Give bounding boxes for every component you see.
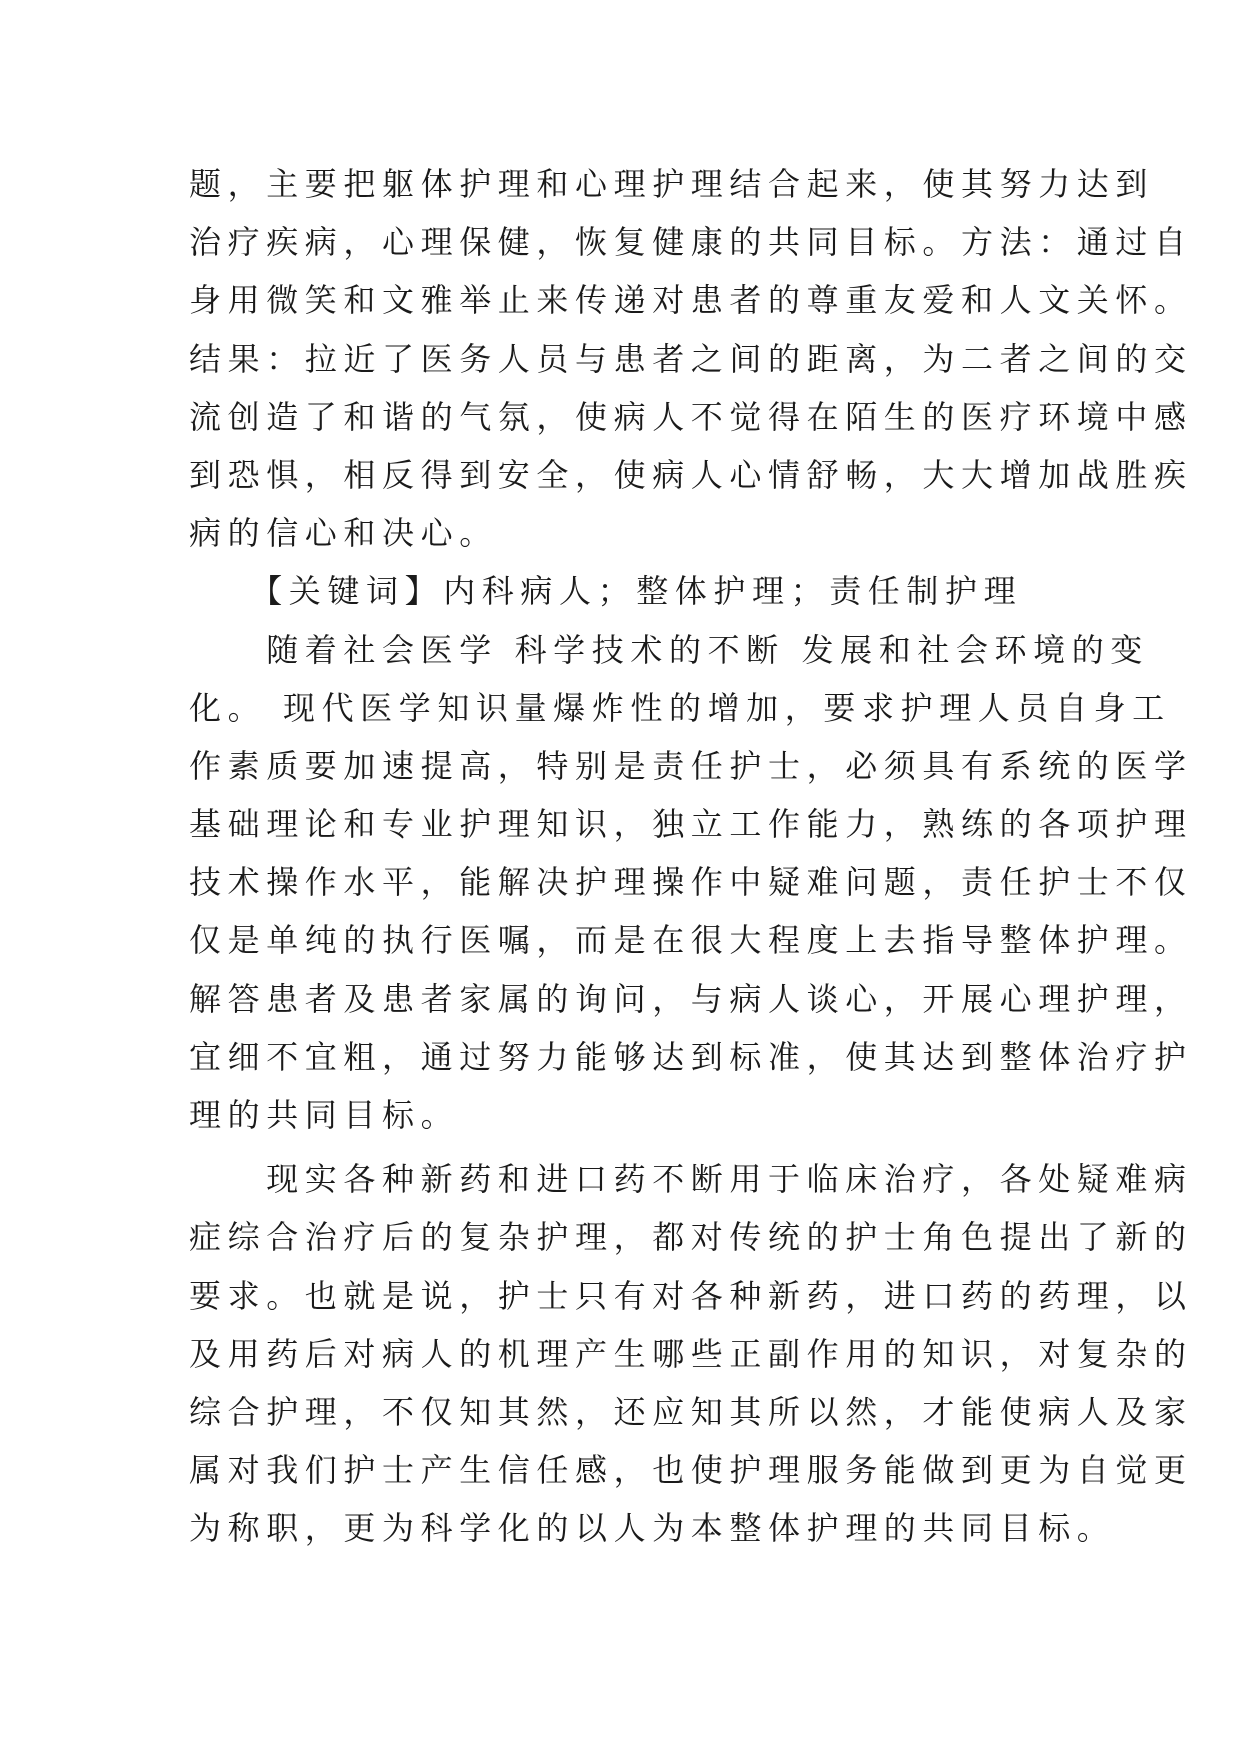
text-line: 属对我们护士产生信任感，也使护理服务能做到更为自觉更 xyxy=(189,1451,1193,1490)
text-line: 病的信心和决心。 xyxy=(189,514,498,553)
text-line: 要求。也就是说，护士只有对各种新药，进口药的药理，以 xyxy=(189,1276,1193,1315)
body-paragraph-1 xyxy=(189,621,1193,1145)
text-line: 为称职，更为科学化的以人为本整体护理的共同目标。 xyxy=(189,1509,1116,1548)
text-line: 到恐惧，相反得到安全，使病人心情舒畅，大大增加战胜疾 xyxy=(189,455,1193,494)
text-line: 仅是单纯的执行医嘱，而是在很大程度上去指导整体护理。 xyxy=(189,921,1193,960)
text-line: 症综合治疗后的复杂护理，都对传统的护士角色提出了新的 xyxy=(189,1218,1193,1257)
text-line: 及用药后对病人的机理产生哪些正副作用的知识，对复杂的 xyxy=(189,1334,1193,1373)
text-line: 解答患者及患者家属的询问，与病人谈心，开展心理护理， xyxy=(189,979,1193,1018)
text-line: 身用微笑和文雅举止来传递对患者的尊重友爱和人文关怀。 xyxy=(189,281,1193,320)
text-line: 作素质要加速提高，特别是责任护士，必须具有系统的医学 xyxy=(189,746,1193,785)
text-line: 宜细不宜粗，通过努力能够达到标准，使其达到整体治疗护 xyxy=(189,1037,1193,1076)
text-line: 流创造了和谐的气氛，使病人不觉得在陌生的医疗环境中感 xyxy=(189,397,1193,436)
text-line: 综合护理，不仅知其然，还应知其所以然，才能使病人及家 xyxy=(189,1392,1193,1431)
keywords-line: 【关键词】内科病人；整体护理；责任制护理 xyxy=(189,572,1023,611)
text-line: 技术操作水平，能解决护理操作中疑难问题，责任护士不仅 xyxy=(189,863,1193,902)
text-line: 治疗疾病，心理保健，恢复健康的共同目标。方法：通过自 xyxy=(189,223,1193,262)
text-line: 现实各种新药和进口药不断用于临床治疗，各处疑难病 xyxy=(189,1160,1193,1199)
text-line: 理的共同目标。 xyxy=(189,1096,460,1134)
text-line: 化。 现代医学知识量爆炸性的增加，要求护理人员自身工 xyxy=(189,688,1171,727)
text-line: 基础理论和专业护理知识，独立工作能力，熟练的各项护理 xyxy=(189,805,1193,844)
document-body xyxy=(189,155,1193,1558)
body-paragraph-2 xyxy=(189,1150,1193,1557)
text-line: 结果：拉近了医务人员与患者之间的距离，为二者之间的交 xyxy=(189,339,1193,378)
abstract-paragraph xyxy=(189,155,1193,562)
text-line: 题，主要把躯体护理和心理护理结合起来，使其努力达到 xyxy=(189,165,1155,203)
text-line: 随着社会医学 科学技术的不断 发展和社会环境的变 xyxy=(189,630,1149,669)
